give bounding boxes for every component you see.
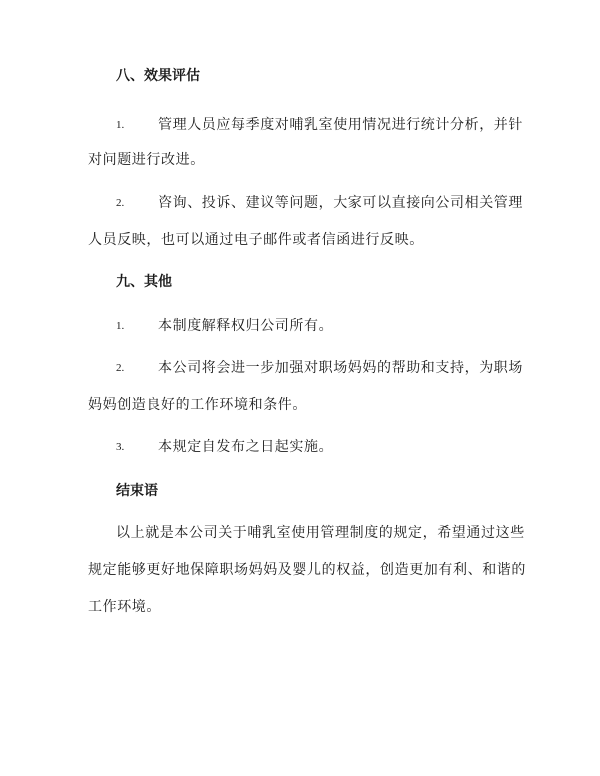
list-number: 2. [116,362,125,374]
conclusion-paragraph-line: 工作环境。 [88,599,161,615]
list-number: 1. [116,320,125,332]
section-heading-evaluation: 八、效果评估 [116,68,200,84]
list-number: 1. [116,119,125,131]
list-item-continuation: 妈妈创造良好的工作环境和条件。 [88,397,307,413]
list-number: 3. [116,441,125,453]
list-item-text: 本公司将会进一步加强对职场妈妈的帮助和支持，为职场 [158,360,523,376]
list-item-continuation: 人员反映，也可以通过电子邮件或者信函进行反映。 [88,232,424,248]
list-item-text: 管理人员应每季度对哺乳室使用情况进行统计分析，并针 [158,117,523,133]
list-number: 2. [116,197,125,209]
conclusion-paragraph-line: 以上就是本公司关于哺乳室使用管理制度的规定，希望通过这些 [116,525,525,541]
conclusion-paragraph-line: 规定能够更好地保障职场妈妈及婴儿的权益，创造更加有利、和谐的 [88,562,526,578]
section-heading-other: 九、其他 [116,274,172,290]
list-item-text: 咨询、投诉、建议等问题，大家可以直接向公司相关管理 [158,195,523,211]
list-item-text: 本规定自发布之日起实施。 [158,439,334,455]
section-heading-conclusion: 结束语 [116,483,158,499]
list-item-continuation: 对问题进行改进。 [88,152,205,168]
list-item-text: 本制度解释权归公司所有。 [158,318,334,334]
